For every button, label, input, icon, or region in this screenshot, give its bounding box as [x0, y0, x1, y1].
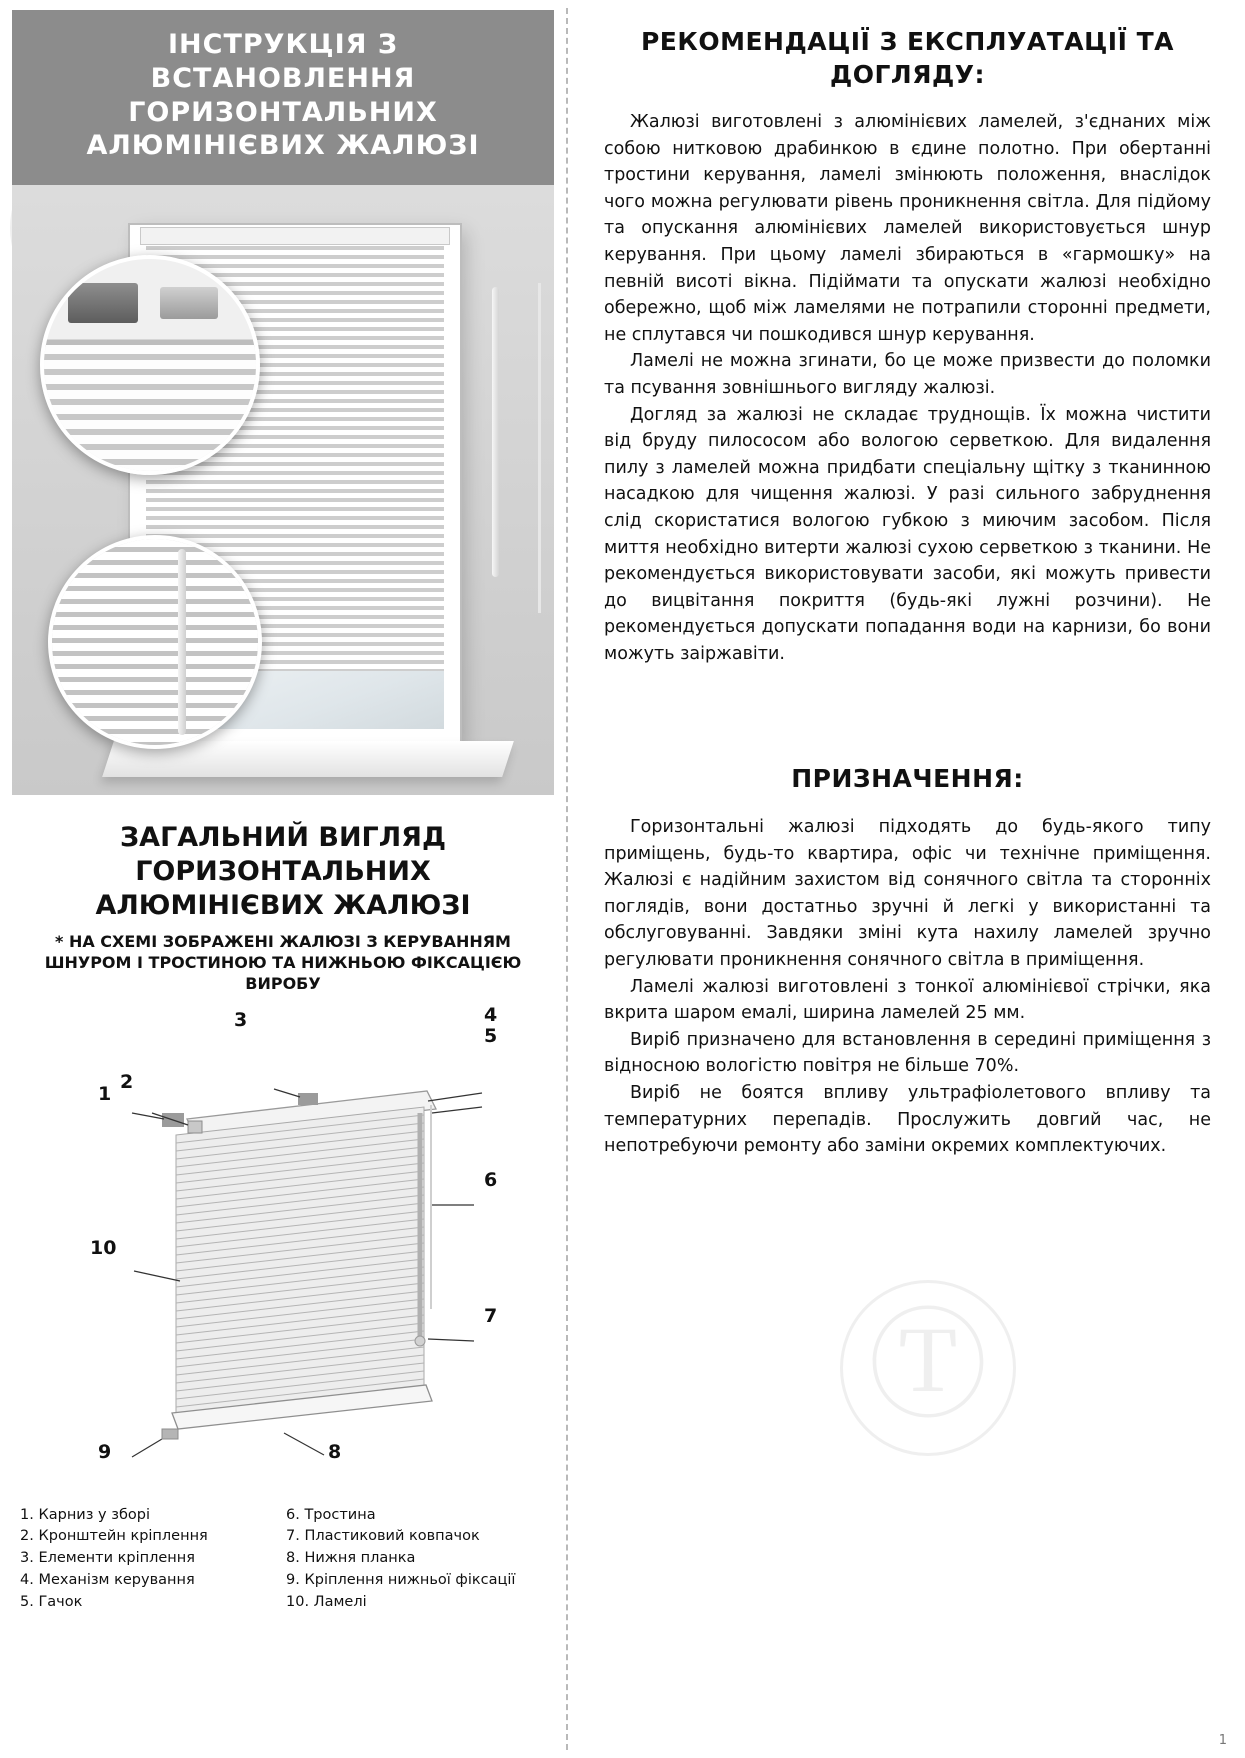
mounting-bracket — [68, 283, 138, 323]
paragraph: Виріб призначено для встановлення в середині приміщення з відносною вологістю повітря не більше 70%. — [604, 1029, 1211, 1077]
callout-6: 6 — [484, 1168, 498, 1191]
recommendations-body — [604, 109, 1211, 667]
callout-10: 10 — [90, 1236, 117, 1259]
recommendations-title: РЕКОМЕНДАЦІЇ З ЕКСПЛУАТАЦІЇ ТА ДОГЛЯДУ: — [640, 27, 1175, 89]
mounting-bracket-secondary — [160, 287, 218, 319]
legend-item: 4. Механізм керування — [20, 1571, 195, 1588]
legend-item: 9. Кріплення нижньої фіксації — [286, 1571, 516, 1588]
purpose-title: ПРИЗНАЧЕННЯ: — [791, 764, 1024, 794]
detail-zoom-wand — [178, 549, 186, 735]
installation-header — [12, 10, 554, 185]
callout-9: 9 — [98, 1440, 112, 1463]
installation-photo — [12, 185, 554, 795]
callout-4: 4 — [484, 1003, 498, 1026]
legend-item: 7. Пластиковий ковпачок — [286, 1528, 480, 1545]
overview-note: * НА СХЕМІ ЗОБРАЖЕНІ ЖАЛЮЗІ З КЕРУВАННЯМ ШНУРОМ І ТРОСТИНОЮ ТА НИЖНЬОЮ ФІКСАЦІЄЮ ВИРОБУ — [44, 932, 522, 993]
legend-item: 2. Кронштейн кріплення — [20, 1528, 208, 1545]
control-cord — [538, 283, 541, 613]
paragraph: Догляд за жалюзі не складає труднощів. Їх можна чистити від бруду пилососом або вологою серветкою. Для видалення пилу з ламелей можна придбати спеціальну щітку з тканинною насадкою для чищення жалюзі. У разі сильного забруднення слід скористатися вологою губкою з миючим засобом. Після миття необхідно витерти жалюзі сухою серветкою з тканини. Не рекомендується використовувати засоби, які можуть привести до вицвітання покриття (будь-які лужні розчини). Не рекомендується допускати попадання води на карнизи, бо вони можуть заіржавіти. — [604, 404, 1211, 664]
detail-zoom-slats — [48, 535, 262, 749]
legend-item: 3. Елементи кріплення — [20, 1550, 195, 1567]
paragraph: Ламелі жалюзі виготовлені з тонкої алюмінієвої стрічки, яка вкрита шаром емалі, ширина ламелей 25 мм. — [604, 976, 1211, 1024]
blind-headrail — [140, 227, 450, 245]
legend-item: 5. Гачок — [20, 1593, 83, 1610]
detail-zoom-bracket — [40, 255, 260, 475]
paragraph: Виріб не боятся впливу ультрафіолетового впливу та температурних перепадів. Прослужить довгий час, не непотребуючи ремонту або заміни окремих комплектуючих. — [604, 1082, 1211, 1157]
left-column — [0, 0, 566, 1758]
callout-7: 7 — [484, 1304, 498, 1327]
paragraph: Ламелі не можна згинати, бо це може призвести до поломки та псування зовнішнього вигляду жалюзі. — [604, 351, 1211, 398]
callout-5: 5 — [484, 1024, 498, 1047]
overview-header — [24, 821, 542, 995]
purpose-body — [604, 814, 1211, 1160]
callout-1: 1 — [98, 1082, 112, 1105]
overview-title: ЗАГАЛЬНИЙ ВИГЛЯД ГОРИЗОНТАЛЬНИХ АЛЮМІНІЄВИХ ЖАЛЮЗІ — [95, 822, 471, 921]
parts-legend — [20, 1505, 552, 1614]
legend-item: 10. Ламелі — [286, 1593, 367, 1610]
parts-legend-column-left — [20, 1505, 286, 1614]
legend-item: 8. Нижня планка — [286, 1550, 416, 1567]
detail-zoom-slats-inner — [52, 539, 258, 745]
blind-diagram — [12, 1003, 554, 1499]
tilt-wand — [492, 287, 499, 577]
detail-zoom-bracket-slats — [44, 345, 256, 471]
paragraph: Жалюзі виготовлені з алюмінієвих ламелей, з'єднаних між собою нитковою драбинкою в єдине полотно. При обертанні тростини керування, ламелі змінюють положення, внаслідок чого можна регулювати рівень проникнення світла. Для підйому та опускання алюмінієвих ламелей використовується шнур керування. При цьому ламелі збираються в «гармошку» на певній висоті вікна. Підіймати та опускати жалюзі необхідно обережно, щоб між ламелями не потрапили сторонні предмети, не сплутався чи пошкодився шнур керування. — [604, 112, 1211, 345]
callout-2: 2 — [120, 1070, 134, 1093]
page-number: 1 — [1218, 1733, 1227, 1748]
legend-item: 1. Карниз у зборі — [20, 1506, 150, 1523]
installation-header-title: ІНСТРУКЦІЯ З ВСТАНОВЛЕННЯ ГОРИЗОНТАЛЬНИХ АЛЮМІНІЄВИХ ЖАЛЮЗІ — [86, 29, 480, 162]
legend-item: 6. Тростина — [286, 1506, 376, 1523]
callout-3: 3 — [234, 1008, 248, 1031]
right-column — [568, 0, 1245, 1758]
callout-8: 8 — [328, 1440, 342, 1463]
paragraph: Горизонтальні жалюзі підходять до будь-якого типу приміщень, будь-то квартира, офіс чи технічне приміщення. Жалюзі є надійним захистом від сонячного світла та сторонніх поглядів, вони достатньо зручні й легкі у використанні та обслуговуванні. Завдяки зміні кута нахилу ламелей зручно регулювати проникнення сонячного світла в приміщення. — [604, 816, 1211, 970]
watermark-right: Ⓣ — [840, 1280, 1016, 1456]
parts-legend-column-right — [286, 1505, 552, 1614]
